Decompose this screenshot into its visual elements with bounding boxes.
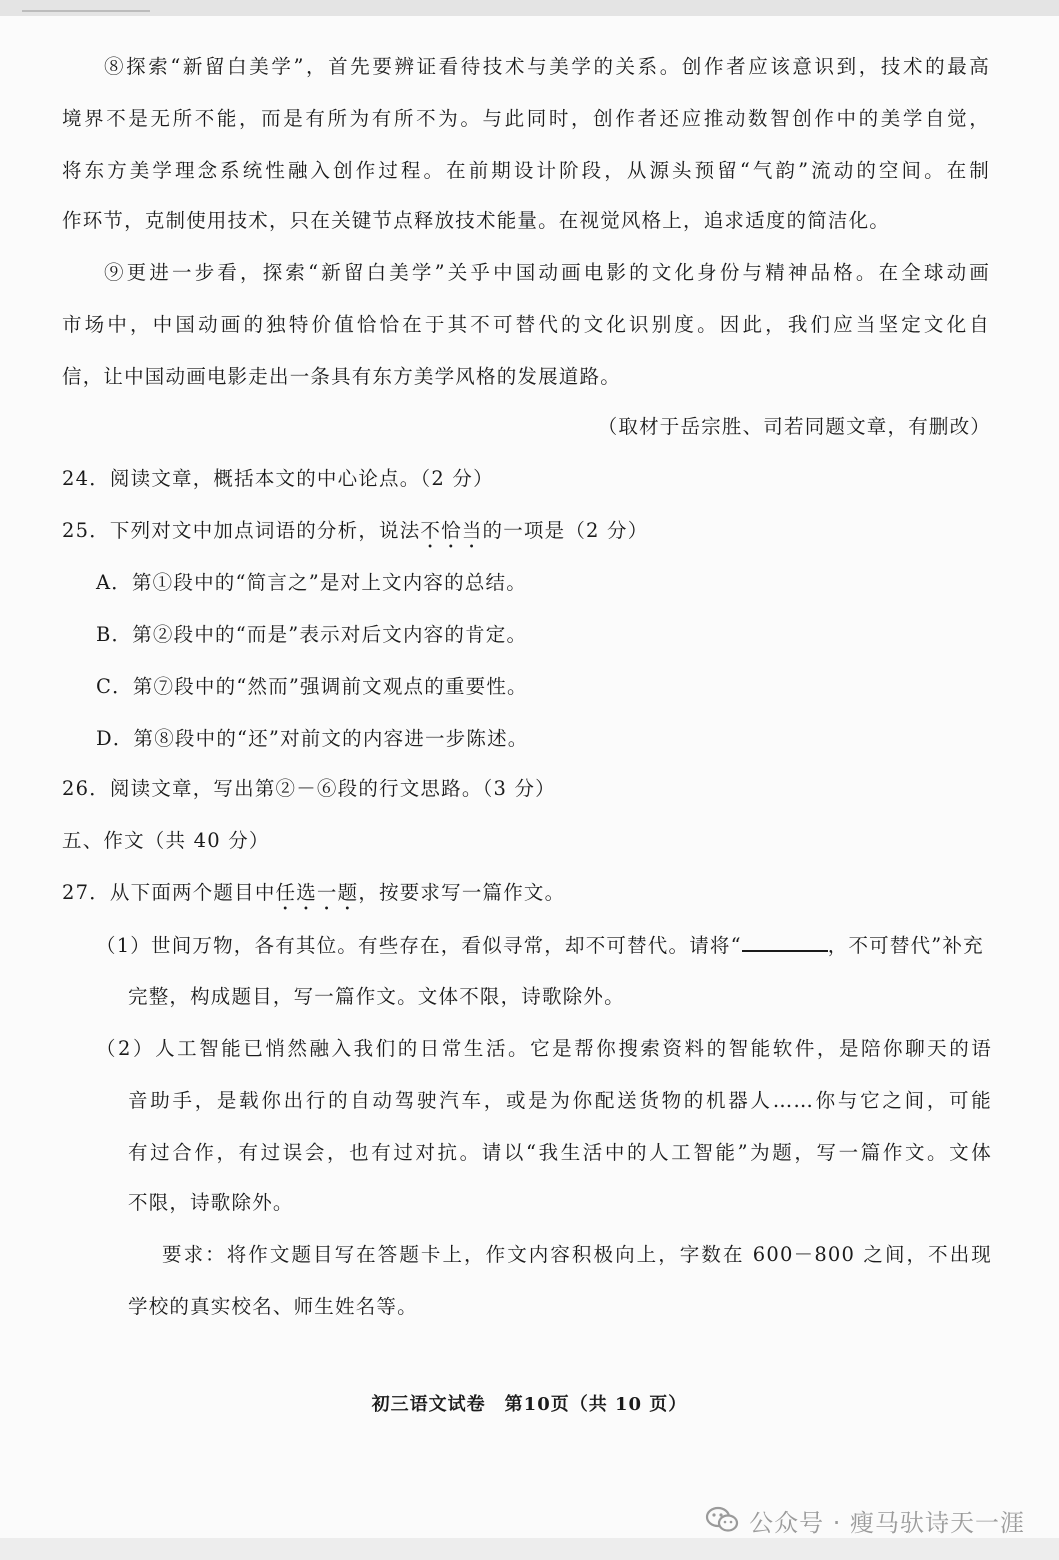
para9-line1: ⑨更进一步看，探索“新留白美学”关乎中国动画电影的文化身份与精神品格。在全球动画 [104, 261, 990, 284]
page-footer: 初三语文试卷 第10页（共 10 页） [371, 1394, 688, 1415]
q27-pre: 27．从下面两个题目中 [62, 881, 276, 904]
topic-1-pre: （1）世间万物，各有其位。有些存在，看似寻常，却不可替代。请将“ [96, 934, 742, 957]
requirement-line1: 要求：将作文题目写在答题卡上，作文内容积极向上，字数在 600－800 之间，不出现 [162, 1243, 992, 1266]
q25-post: 的一项是（2 分） [482, 519, 649, 542]
top-dash [22, 10, 150, 12]
q25-option-b: B．第②段中的“而是”表示对后文内容的肯定。 [96, 623, 528, 646]
topic-2-line2: 音助手，是载你出行的自动驾驶汽车，或是为你配送货物的机器人……你与它之间，可能 [128, 1089, 992, 1112]
topic-1-post: ，不可替代”补充 [827, 934, 984, 957]
section-5-title: 五、作文（共 40 分） [62, 829, 270, 852]
para8-line1: ⑧探索“新留白美学”，首先要辨证看待技术与美学的关系。创作者应该意识到，技术的最高 [104, 55, 990, 78]
source-note: （取材于岳宗胜、司若同题文章，有删改） [597, 415, 991, 438]
q25-pre: 25．下列对文中加点词语的分析，说法 [62, 519, 421, 542]
q27-emphasis: 任选一题 [275, 881, 359, 904]
para9-line2: 市场中，中国动画的独特价值恰恰在于其不可替代的文化识别度。因此，我们应当坚定文化自 [62, 313, 990, 336]
topic-1-line2: 完整，构成题目，写一篇作文。文体不限，诗歌除外。 [128, 985, 625, 1008]
para8-line2: 境界不是无所不能，而是有所为有所不为。与此同时，创作者还应推动数智创作中的美学自觉， [62, 107, 990, 130]
para9-line3: 信，让中国动画电影走出一条具有东方美学风格的发展道路。 [62, 365, 621, 388]
question-24: 24．阅读文章，概括本文的中心论点。（2 分） [62, 467, 494, 490]
q27-post: ，按要求写一篇作文。 [358, 881, 566, 904]
topic-2-line1: （2）人工智能已悄然融入我们的日常生活。它是帮你搜索资料的智能软件，是陪你聊天的语 [96, 1037, 992, 1060]
question-26: 26．阅读文章，写出第②－⑥段的行文思路。（3 分） [62, 777, 556, 800]
para8-line4: 作环节，克制使用技术，只在关键节点释放技术能量。在视觉风格上，追求适度的简洁化。 [62, 209, 891, 232]
topic-2-line3: 有过合作，有过误会，也有过对抗。请以“我生活中的人工智能”为题，写一篇作文。文体 [128, 1141, 992, 1164]
top-edge [0, 0, 1059, 16]
question-25 [62, 516, 648, 553]
topic-1-line1 [96, 930, 984, 961]
q25-option-d: D．第⑧段中的“还”对前文的内容进一步陈述。 [96, 727, 529, 750]
para8-line3: 将东方美学理念系统性融入创作过程。在前期设计阶段，从源头预留“气韵”流动的空间。在制 [62, 159, 990, 182]
q25-emphasis: 不恰当 [420, 519, 483, 542]
wechat-icon [705, 1506, 739, 1534]
question-27 [62, 878, 565, 915]
q25-option-a: A．第①段中的“简言之”是对上文内容的总结。 [96, 571, 527, 594]
watermark-text: 公众号 · 瘦马驮诗天一涯 [749, 1508, 1025, 1537]
q25-option-c: C．第⑦段中的“然而”强调前文观点的重要性。 [96, 675, 528, 698]
bottom-edge [0, 1538, 1059, 1560]
topic-2-line4: 不限，诗歌除外。 [128, 1191, 294, 1214]
requirement-line2: 学校的真实校名、师生姓名等。 [128, 1295, 418, 1318]
watermark [705, 1500, 1025, 1540]
fill-blank [742, 930, 828, 952]
